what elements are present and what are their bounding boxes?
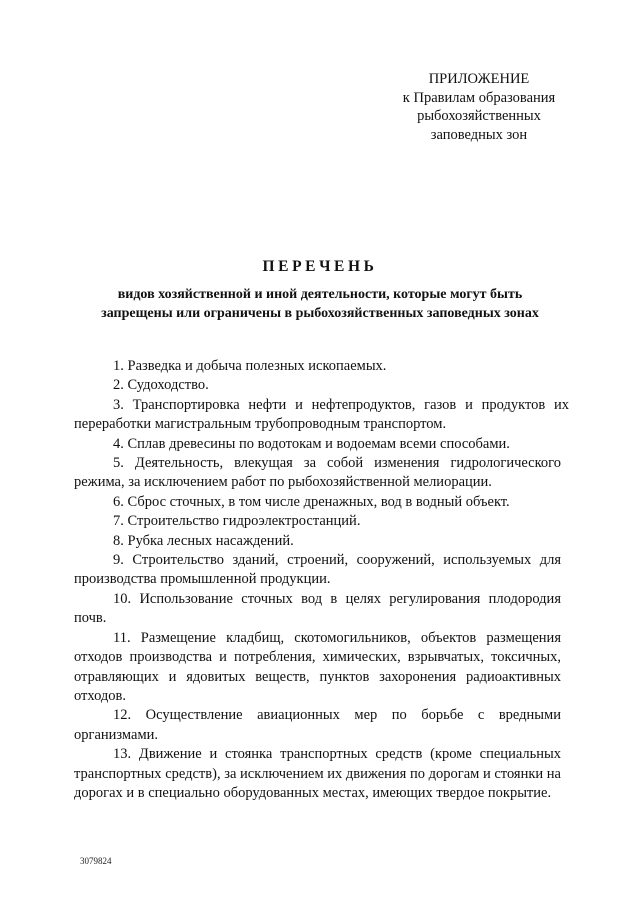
appendix-block bbox=[386, 70, 572, 144]
list-item: 2. Судоходство. bbox=[113, 377, 209, 394]
document-number: 3079824 bbox=[80, 856, 112, 866]
document-subtitle bbox=[60, 285, 580, 323]
appendix-line-3: заповедных зон bbox=[430, 126, 528, 143]
list-item: 5. Деятельность, влекущая за собой изменения гидрологического режима, за исключением работ по рыбохозяйственной мелиорации. bbox=[74, 455, 561, 491]
list-item: 3. Транспортировка нефти и нефтепродуктов, газов и продуктов их переработки магистральным трубопроводным транспортом. bbox=[74, 396, 569, 433]
list-item: 8. Рубка лесных насаждений. bbox=[113, 532, 294, 549]
appendix-title: ПРИЛОЖЕНИЕ bbox=[428, 71, 530, 87]
list-item: 1. Разведка и добыча полезных ископаемых. bbox=[113, 358, 387, 374]
document-title: ПЕРЕЧЕНЬ bbox=[262, 258, 378, 275]
list-item: 7. Строительство гидроэлектростанций. bbox=[113, 513, 361, 530]
list-item: 10. Использование сточных вод в целях регулирования плодородия почв. bbox=[74, 590, 561, 627]
list-item: 13. Движение и стоянка транспортных средств (кроме специальных транспортных средств), за исключением их движения по дорогам и стоянки на дорогах и в специально оборудованных местах, имеющих твердое покрытие. bbox=[74, 746, 561, 801]
list-item: 11. Размещение кладбищ, скотомогильников, объектов размещения отходов производства и потребления, химических, взрывчатых, токсичных, отравляющих и ядовитых веществ, пунктов захоронения радиоактивных отходов. bbox=[74, 629, 561, 704]
list-item: 4. Сплав древесины по водотокам и водоемам всеми способами. bbox=[113, 435, 510, 452]
list-item: 12. Осуществление авиационных мер по борьбе с вредными организмами. bbox=[74, 707, 561, 743]
list-item: 6. Сброс сточных, в том числе дренажных, вод в водный объект. bbox=[113, 493, 510, 510]
subtitle-line-1: видов хозяйственной и иной деятельности, которые могут быть bbox=[117, 287, 523, 302]
list-item: 9. Строительство зданий, строений, сооружений, используемых для производства промышленной продукции. bbox=[74, 552, 561, 588]
appendix-line-1: к Правилам образования bbox=[402, 89, 556, 106]
activity-list bbox=[74, 357, 569, 803]
appendix-line-2: рыбохозяйственных bbox=[417, 108, 541, 124]
subtitle-line-2: запрещены или ограничены в рыбохозяйственных заповедных зонах bbox=[101, 306, 539, 321]
